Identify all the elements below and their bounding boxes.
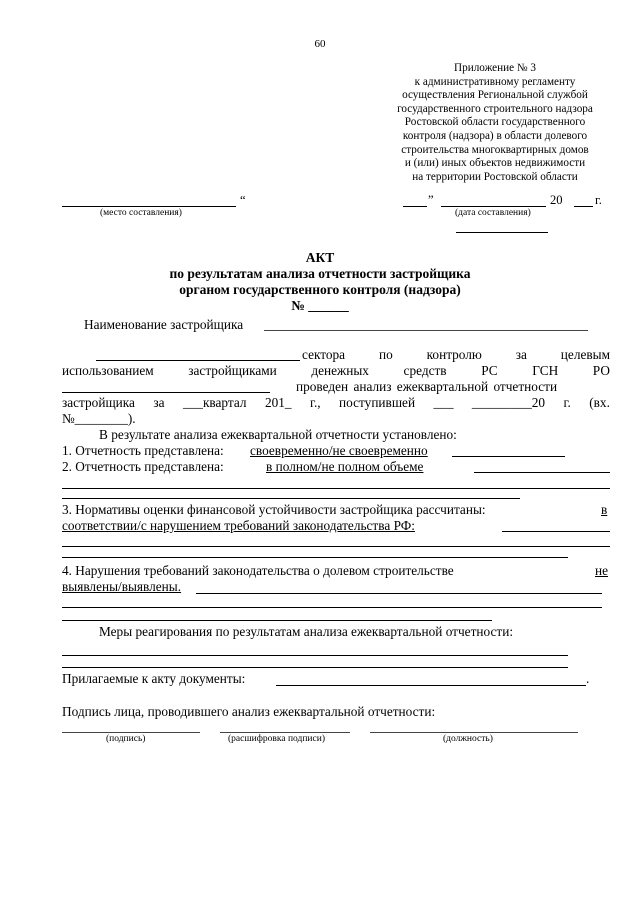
word: г.,	[309, 395, 321, 410]
word: средств	[403, 363, 447, 378]
measures-line-1[interactable]	[62, 655, 568, 656]
appendix-line: контроля (надзора) в области долевого	[402, 129, 588, 142]
act-number: № ______	[291, 298, 349, 313]
word: ГСН	[532, 363, 559, 378]
quote-close-mark: ”	[428, 193, 434, 207]
item-3-extra-line-1[interactable]	[62, 546, 610, 547]
signature-name-caption: (расшифровка подписи)	[228, 734, 325, 744]
word: контролю	[426, 347, 482, 362]
item-4-extra-line-1[interactable]	[62, 607, 602, 608]
attachments-label: Прилагаемые к акту документы:	[62, 671, 246, 686]
item-3-row-1-end[interactable]: в	[601, 502, 608, 517]
item-2-extra-line-2[interactable]	[62, 498, 520, 499]
word: целевым	[560, 347, 610, 362]
word: застройщиками	[188, 363, 277, 378]
paragraph-row-2	[62, 363, 610, 379]
appendix-line: осуществления Региональной службой	[402, 89, 588, 102]
word: по	[378, 347, 393, 362]
item-1-value[interactable]: своевременно/не своевременно	[250, 443, 428, 458]
word: за	[515, 347, 527, 362]
signature-position-line[interactable]	[370, 732, 578, 733]
page-number: 60	[314, 38, 326, 50]
appendix-line: к административному регламенту	[414, 75, 576, 88]
paragraph-row-5: №________).	[62, 411, 136, 426]
item-2-extra-line-1[interactable]	[62, 488, 610, 489]
item-2-field-line[interactable]	[474, 472, 610, 473]
appendix-block	[360, 62, 630, 184]
measures-heading: Меры реагирования по результатам анализа ежеквартальной отчетности:	[99, 624, 514, 639]
year-suffix: г.	[595, 193, 602, 207]
appendix-line: Ростовской области государственного	[404, 116, 586, 129]
item-4-field-line[interactable]	[196, 593, 602, 594]
item-3-row-2[interactable]: соответствии/с нарушением требований законодательства РФ:	[62, 518, 415, 533]
word: сектора	[302, 347, 346, 362]
result-intro: В результате анализа ежеквартальной отчетности установлено:	[99, 427, 457, 442]
item-4-row-2[interactable]: выявлены/выявлены.	[62, 579, 182, 594]
quote-open-mark: “	[240, 193, 246, 207]
word: РС	[481, 363, 498, 378]
word: за	[153, 395, 165, 410]
appendix-line: строительства многоквартирных домов	[401, 143, 589, 156]
word: ___квартал	[183, 395, 247, 410]
attachments-end: .	[586, 671, 590, 686]
word: поступившей	[339, 395, 416, 410]
item-3-field-line[interactable]	[502, 531, 610, 532]
act-subtitle-1: по результатам анализа отчетности застройщика	[169, 266, 471, 281]
measures-line-2[interactable]	[62, 667, 568, 668]
item-4-row-1-end[interactable]: не	[595, 563, 609, 578]
item-4-extra-line-2[interactable]	[62, 620, 492, 621]
word: ___	[433, 395, 454, 410]
signature-line[interactable]	[62, 732, 200, 733]
extra-date-line[interactable]	[456, 232, 548, 233]
day-field-line[interactable]	[403, 206, 427, 207]
signature-caption: (подпись)	[106, 734, 146, 744]
word: использованием	[62, 363, 154, 378]
appendix-line: Приложение № 3	[454, 62, 536, 74]
word: застройщика	[62, 395, 135, 410]
word: г.	[563, 395, 571, 410]
word: _________20	[471, 395, 546, 410]
appendix-line: государственного строительного надзора	[397, 102, 593, 115]
attachments-field-line[interactable]	[276, 685, 586, 686]
signature-position-caption: (должность)	[443, 734, 493, 744]
appendix-line: на территории Ростовской области	[412, 170, 578, 183]
organ-field-line[interactable]	[62, 392, 270, 393]
signature-name-line[interactable]	[220, 732, 350, 733]
paragraph-row-1	[302, 347, 610, 363]
paragraph-row-4	[62, 395, 610, 411]
signature-heading: Подпись лица, проводившего анализ ежеквартальной отчетности:	[62, 704, 436, 719]
word: РО	[592, 363, 610, 378]
item-1-field-line[interactable]	[452, 456, 565, 457]
item-1-label: 1. Отчетность представлена:	[62, 443, 224, 458]
place-caption: (место составления)	[100, 208, 182, 218]
item-4-row-1: 4. Нарушения требований законодательства о долевом строительстве	[62, 563, 454, 578]
year-prefix: 20	[550, 193, 563, 207]
item-2-value[interactable]: в полном/не полном объеме	[266, 459, 424, 474]
developer-label: Наименование застройщика	[84, 317, 244, 332]
item-3-extra-line-2[interactable]	[62, 557, 568, 558]
act-title: АКТ	[305, 250, 335, 265]
developer-name-field[interactable]	[264, 330, 588, 331]
paragraph-row-3: проведен анализ ежеквартальной отчетности	[296, 379, 558, 394]
sector-field-line[interactable]	[96, 360, 300, 361]
word: (вх.	[589, 395, 610, 410]
appendix-line: и (или) иных объектов недвижимости	[404, 157, 586, 170]
year-field-line[interactable]	[574, 206, 593, 207]
act-subtitle-2: органом государственного контроля (надзора)	[179, 282, 461, 297]
item-2-label: 2. Отчетность представлена:	[62, 459, 224, 474]
date-caption: (дата составления)	[455, 208, 531, 218]
month-field-line[interactable]	[441, 206, 546, 207]
word: 201_	[264, 395, 292, 410]
item-3-row-1: 3. Нормативы оценки финансовой устойчивости застройщика рассчитаны:	[62, 502, 486, 517]
place-field-line[interactable]	[62, 206, 236, 207]
word: денежных	[311, 363, 369, 378]
